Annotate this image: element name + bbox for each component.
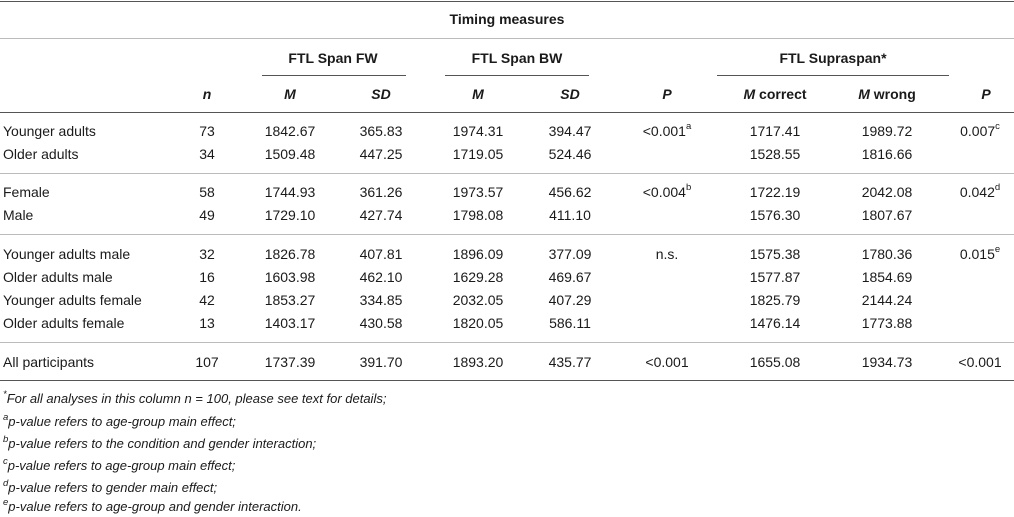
cell-bw-sd	[549, 246, 592, 262]
row-label	[3, 292, 142, 308]
cell-m-wrong-value: 2144.24	[861, 292, 913, 308]
row-label-value: Younger adults	[3, 123, 96, 139]
footnote-n: n	[184, 391, 192, 406]
cell-p-supraspan-footnote-mark: d	[994, 182, 1001, 194]
row-label	[3, 146, 78, 162]
cell-m-wrong	[862, 146, 913, 162]
cell-m-wrong-value: 1989.72	[861, 123, 913, 139]
cell-bw-m	[453, 207, 504, 223]
header-p-supraspan: P	[981, 86, 991, 102]
row-label	[3, 246, 130, 262]
cell-p-supraspan-value: <0.001	[958, 354, 1002, 370]
cell-bw-m-value: 1974.31	[452, 123, 504, 139]
cell-m-wrong	[862, 123, 913, 139]
header-m-wrong-word: wrong	[869, 86, 916, 102]
cell-fw-sd-value: 407.81	[359, 246, 403, 262]
cell-fw-sd	[360, 123, 403, 139]
cell-m-correct-value: 1717.41	[749, 123, 801, 139]
section-rule-1	[0, 173, 1014, 174]
cell-m-correct	[750, 184, 801, 200]
cell-m-correct	[750, 146, 801, 162]
cell-bw-m-value: 1820.05	[452, 315, 504, 331]
cell-m-wrong-value: 1807.67	[861, 207, 913, 223]
header-bw-m: M	[472, 86, 484, 102]
cell-p-span-footnote-mark: b	[685, 182, 692, 194]
cell-fw-m	[265, 269, 316, 285]
cell-m-correct-value: 1576.30	[749, 207, 801, 223]
footnote-text: For all analyses in this column	[6, 391, 185, 406]
cell-bw-sd-value: 435.77	[548, 354, 592, 370]
row-label-value: Male	[3, 207, 34, 223]
footnote-text: p-value refers to gender main effect;	[8, 480, 218, 495]
cell-p-span-value: <0.001	[645, 354, 689, 370]
cell-bw-sd-value: 469.67	[548, 269, 592, 285]
cell-bw-m	[453, 123, 504, 139]
cell-fw-m-value: 1729.10	[264, 207, 316, 223]
cell-bw-m-value: 1719.05	[452, 146, 504, 162]
cell-n-value: 58	[199, 184, 215, 200]
cell-m-correct-value: 1825.79	[749, 292, 801, 308]
cell-m-wrong-value: 1780.36	[861, 246, 913, 262]
footnote-a	[3, 411, 236, 429]
cell-m-correct	[750, 315, 801, 331]
cell-fw-sd-value: 365.83	[359, 123, 403, 139]
header-fw-sd: SD	[371, 86, 391, 102]
header-ftl-supraspan: FTL Supraspan*	[779, 50, 887, 66]
cell-m-wrong	[862, 246, 913, 262]
cell-n-value: 13	[199, 315, 215, 331]
row-label	[3, 354, 94, 370]
cell-p-supraspan-value: 0.015	[959, 246, 995, 262]
footnote-b	[3, 433, 317, 451]
cell-bw-m-value: 1629.28	[452, 269, 504, 285]
header-m-wrong-m: M	[858, 86, 870, 102]
cell-fw-sd	[360, 292, 403, 308]
cell-fw-sd	[360, 269, 403, 285]
cell-p-supraspan-value: 0.042	[959, 184, 995, 200]
footnote-text: p-value refers to age-group and gender interaction.	[8, 499, 302, 514]
cell-m-wrong	[862, 315, 913, 331]
cell-p-supraspan	[960, 123, 1000, 139]
cell-bw-sd	[549, 184, 592, 200]
cell-bw-sd-value: 407.29	[548, 292, 592, 308]
cell-p-supraspan	[960, 246, 1000, 262]
cell-m-wrong	[862, 207, 913, 223]
fw-group-underline	[262, 75, 406, 76]
row-label-value: Female	[3, 184, 50, 200]
cell-p-span-value: <0.004	[642, 184, 686, 200]
footnote-mark: a	[3, 411, 9, 423]
cell-m-wrong	[862, 354, 913, 370]
cell-p-span	[643, 123, 692, 139]
cell-fw-sd-value: 462.10	[359, 269, 403, 285]
cell-m-correct-value: 1722.19	[749, 184, 801, 200]
footnote-text: p-value refers to the condition and gender interaction;	[8, 436, 317, 451]
cell-p-span	[643, 184, 692, 200]
footnote-e	[3, 496, 302, 514]
cell-bw-sd-value: 456.62	[548, 184, 592, 200]
footnote-mark: *	[3, 388, 7, 400]
row-label	[3, 315, 124, 331]
table-caption: Timing measures	[449, 11, 565, 27]
cell-fw-sd	[360, 184, 403, 200]
cell-m-correct-value: 1655.08	[749, 354, 801, 370]
cell-fw-sd	[360, 315, 403, 331]
cell-fw-sd-value: 391.70	[359, 354, 403, 370]
cell-bw-sd	[549, 354, 592, 370]
row-label-value: Older adults female	[3, 315, 125, 331]
header-m-correct-word: correct	[755, 86, 807, 102]
footnote-d	[3, 477, 218, 495]
cell-fw-m-value: 1842.67	[264, 123, 316, 139]
cell-fw-m-value: 1603.98	[264, 269, 316, 285]
cell-n	[195, 354, 218, 370]
cell-fw-m	[265, 246, 316, 262]
cell-m-correct	[750, 207, 801, 223]
cell-bw-m	[453, 292, 504, 308]
footnote-mark: b	[3, 433, 9, 445]
footnote-mark: c	[3, 455, 8, 467]
cell-m-wrong	[862, 184, 913, 200]
cell-n-value: 34	[199, 146, 215, 162]
cell-bw-sd-value: 411.10	[549, 207, 591, 223]
row-label	[3, 269, 113, 285]
cell-fw-m-value: 1737.39	[264, 354, 316, 370]
cell-p-supraspan	[958, 354, 1001, 370]
cell-bw-sd-value: 586.11	[549, 315, 591, 331]
cell-p-span-footnote-mark: a	[685, 121, 692, 133]
table-top-rule	[0, 1, 1014, 2]
cell-m-wrong-value: 1816.66	[861, 146, 913, 162]
cell-m-correct-value: 1528.55	[749, 146, 801, 162]
cell-bw-sd-value: 524.46	[548, 146, 592, 162]
cell-n-value: 49	[199, 207, 215, 223]
cell-fw-sd-value: 427.74	[359, 207, 403, 223]
cell-n	[199, 184, 215, 200]
header-bw-sd: SD	[560, 86, 580, 102]
cell-bw-m	[453, 315, 504, 331]
footnote-text: p-value refers to age-group main effect;	[8, 414, 236, 429]
cell-n	[199, 123, 215, 139]
cell-fw-sd-value: 361.26	[359, 184, 403, 200]
footnote-star	[3, 388, 387, 406]
cell-bw-m	[453, 354, 504, 370]
cell-m-correct	[750, 354, 801, 370]
cell-fw-m	[265, 315, 316, 331]
cell-bw-m-value: 1893.20	[452, 354, 504, 370]
table-bottom-rule	[0, 380, 1014, 381]
cell-p-supraspan-footnote-mark: e	[994, 244, 1001, 256]
cell-bw-sd	[549, 269, 592, 285]
cell-fw-m-value: 1403.17	[264, 315, 316, 331]
header-ftl-span-fw: FTL Span FW	[288, 50, 378, 66]
row-label-value: Older adults	[3, 146, 79, 162]
cell-p-span	[656, 246, 679, 262]
cell-m-correct	[750, 269, 801, 285]
cell-fw-m	[265, 146, 316, 162]
cell-bw-m	[453, 246, 504, 262]
cell-m-correct-value: 1476.14	[749, 315, 801, 331]
caption-rule	[0, 38, 1014, 39]
cell-p-supraspan-footnote-mark: c	[995, 121, 1000, 133]
cell-m-correct-value: 1577.87	[749, 269, 801, 285]
cell-fw-m-value: 1853.27	[264, 292, 316, 308]
cell-fw-m	[265, 292, 316, 308]
header-m-correct	[743, 86, 806, 102]
supra-group-underline	[717, 75, 949, 76]
header-m-correct-m: M	[743, 86, 756, 102]
header-m-wrong	[858, 86, 916, 102]
bw-group-underline	[445, 75, 589, 76]
cell-p-span-value: <0.001	[642, 123, 686, 139]
row-label-value: Older adults male	[3, 269, 113, 285]
footnote-text-rest: = 100, please see text for details;	[191, 391, 387, 406]
cell-m-wrong-value: 1773.88	[861, 315, 913, 331]
header-fw-m: M	[284, 86, 296, 102]
cell-bw-m	[453, 269, 504, 285]
cell-bw-sd	[549, 207, 591, 223]
cell-bw-sd	[549, 123, 592, 139]
cell-m-wrong-value: 1934.73	[861, 354, 913, 370]
footnote-text: p-value refers to age-group main effect;	[7, 458, 236, 473]
cell-n-value: 32	[199, 246, 215, 262]
cell-fw-m	[265, 354, 316, 370]
footnote-mark: d	[3, 477, 9, 489]
cell-bw-sd-value: 377.09	[548, 246, 592, 262]
cell-bw-m	[453, 146, 504, 162]
cell-bw-m-value: 2032.05	[452, 292, 504, 308]
cell-n	[199, 292, 215, 308]
cell-fw-sd	[360, 354, 403, 370]
cell-bw-sd	[549, 146, 592, 162]
cell-p-span	[645, 354, 688, 370]
cell-p-supraspan-value: 0.007	[960, 123, 996, 139]
cell-fw-sd-value: 430.58	[359, 315, 403, 331]
cell-fw-m-value: 1509.48	[264, 146, 316, 162]
cell-fw-sd-value: 447.25	[359, 146, 403, 162]
row-label-value: Younger adults female	[3, 292, 142, 308]
header-ftl-span-bw: FTL Span BW	[471, 50, 563, 66]
cell-fw-m-value: 1744.93	[264, 184, 316, 200]
cell-fw-sd-value: 334.85	[359, 292, 403, 308]
cell-fw-sd	[360, 207, 403, 223]
cell-bw-m-value: 1798.08	[452, 207, 504, 223]
row-label	[3, 207, 33, 223]
cell-n-value: 42	[199, 292, 215, 308]
cell-fw-sd	[360, 146, 403, 162]
cell-bw-sd	[549, 315, 591, 331]
header-bottom-rule	[0, 112, 1014, 113]
cell-m-wrong	[862, 269, 913, 285]
cell-bw-sd-value: 394.47	[548, 123, 592, 139]
section-rule-2	[0, 234, 1014, 235]
cell-m-correct	[750, 246, 801, 262]
cell-bw-m-value: 1973.57	[452, 184, 504, 200]
cell-n	[199, 146, 215, 162]
row-label	[3, 123, 96, 139]
cell-fw-m-value: 1826.78	[264, 246, 316, 262]
header-n: n	[202, 86, 212, 102]
cell-fw-m	[265, 184, 316, 200]
cell-m-correct	[750, 292, 801, 308]
cell-m-wrong-value: 2042.08	[861, 184, 913, 200]
cell-n	[199, 315, 215, 331]
cell-p-supraspan	[960, 184, 1000, 200]
header-p-span: P	[662, 86, 672, 102]
cell-n-value: 107	[195, 354, 219, 370]
footnote-mark: e	[3, 496, 9, 508]
cell-bw-m	[453, 184, 504, 200]
cell-n	[199, 246, 215, 262]
cell-m-wrong	[862, 292, 913, 308]
cell-n-value: 16	[199, 269, 215, 285]
cell-bw-m-value: 1896.09	[452, 246, 504, 262]
row-label	[3, 184, 50, 200]
row-label-value: All participants	[3, 354, 95, 370]
cell-n	[199, 207, 215, 223]
cell-fw-m	[265, 207, 316, 223]
section-rule-3	[0, 342, 1014, 343]
row-label-value: Younger adults male	[3, 246, 131, 262]
cell-bw-sd	[549, 292, 592, 308]
cell-n	[199, 269, 215, 285]
cell-m-correct-value: 1575.38	[749, 246, 801, 262]
cell-n-value: 73	[199, 123, 215, 139]
cell-m-wrong-value: 1854.69	[861, 269, 913, 285]
cell-m-correct	[750, 123, 801, 139]
cell-p-span-value: n.s.	[655, 246, 679, 262]
cell-fw-sd	[360, 246, 403, 262]
footnote-c	[3, 455, 236, 473]
cell-fw-m	[265, 123, 316, 139]
